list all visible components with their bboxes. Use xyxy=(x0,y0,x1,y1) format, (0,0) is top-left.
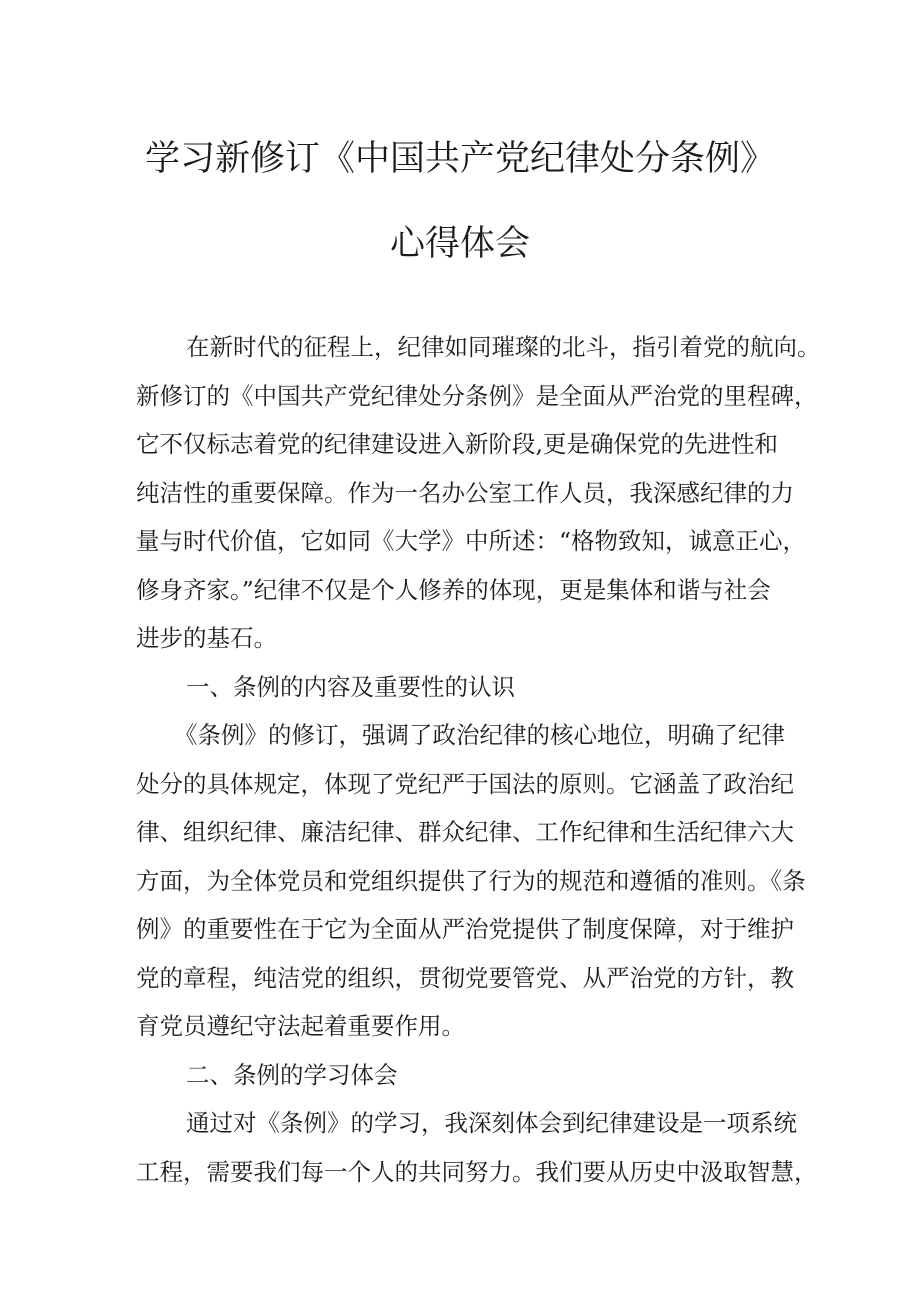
paragraph-1-line-7: 进步的基石。 xyxy=(136,624,277,652)
paragraph-2-line-3: 律、组织纪律、廉洁纪律、群众纪律、工作纪律和生活纪律六大 xyxy=(136,818,794,846)
paragraph-2-line-2: 处分的具体规定，体现了党纪严于国法的原则。它涵盖了政治纪 xyxy=(136,770,794,798)
paragraph-1-line-1: 在新时代的征程上，纪律如同璀璨的北斗，指引着党的航向。 xyxy=(186,333,821,361)
paragraph-1-line-5: 量与时代价值，它如同《大学》中所述：“格物致知，诚意正心， xyxy=(136,527,807,555)
paragraph-2-line-1: 《条例》的修订，强调了政治纪律的核心地位，明确了纪律 xyxy=(174,721,785,749)
paragraph-1-line-3: 它不仅标志着党的纪律建设进入新阶段,更是确保党的先进性和 xyxy=(136,430,778,458)
paragraph-1-line-6: 修身齐家。”纪律不仅是个人修养的体现，更是集体和谐与社会 xyxy=(136,576,771,604)
section-heading-1: 一、条例的内容及重要性的认识 xyxy=(186,673,515,701)
document-title-line-2: 心得体会 xyxy=(389,224,530,264)
paragraph-1-line-4: 纯洁性的重要保障。作为一名办公室工作人员，我深感纪律的力 xyxy=(136,479,794,507)
paragraph-1-line-2: 新修订的《中国共产党纪律处分条例》是全面从严治党的里程碑， xyxy=(136,382,818,410)
paragraph-2-line-5: 例》的重要性在于它为全面从严治党提供了制度保障，对于维护 xyxy=(136,915,794,943)
document-title-line-1: 学习新修订《中国共产党纪律处分条例》 xyxy=(144,139,775,179)
section-heading-2: 二、条例的学习体会 xyxy=(186,1061,398,1089)
paragraph-2-line-7: 育党员遵纪守法起着重要作用。 xyxy=(136,1012,465,1040)
paragraph-2-line-6: 党的章程，纯洁党的组织，贯彻党要管党、从严治党的方针，教 xyxy=(136,964,794,992)
paragraph-3-line-2: 工程，需要我们每一个人的共同努力。我们要从历史中汲取智慧， xyxy=(136,1158,818,1186)
paragraph-2-line-4: 方面，为全体党员和党组织提供了行为的规范和遵循的准则。《条 xyxy=(136,867,806,895)
paragraph-3-line-1: 通过对《条例》的学习，我深刻体会到纪律建设是一项系统 xyxy=(186,1109,797,1137)
